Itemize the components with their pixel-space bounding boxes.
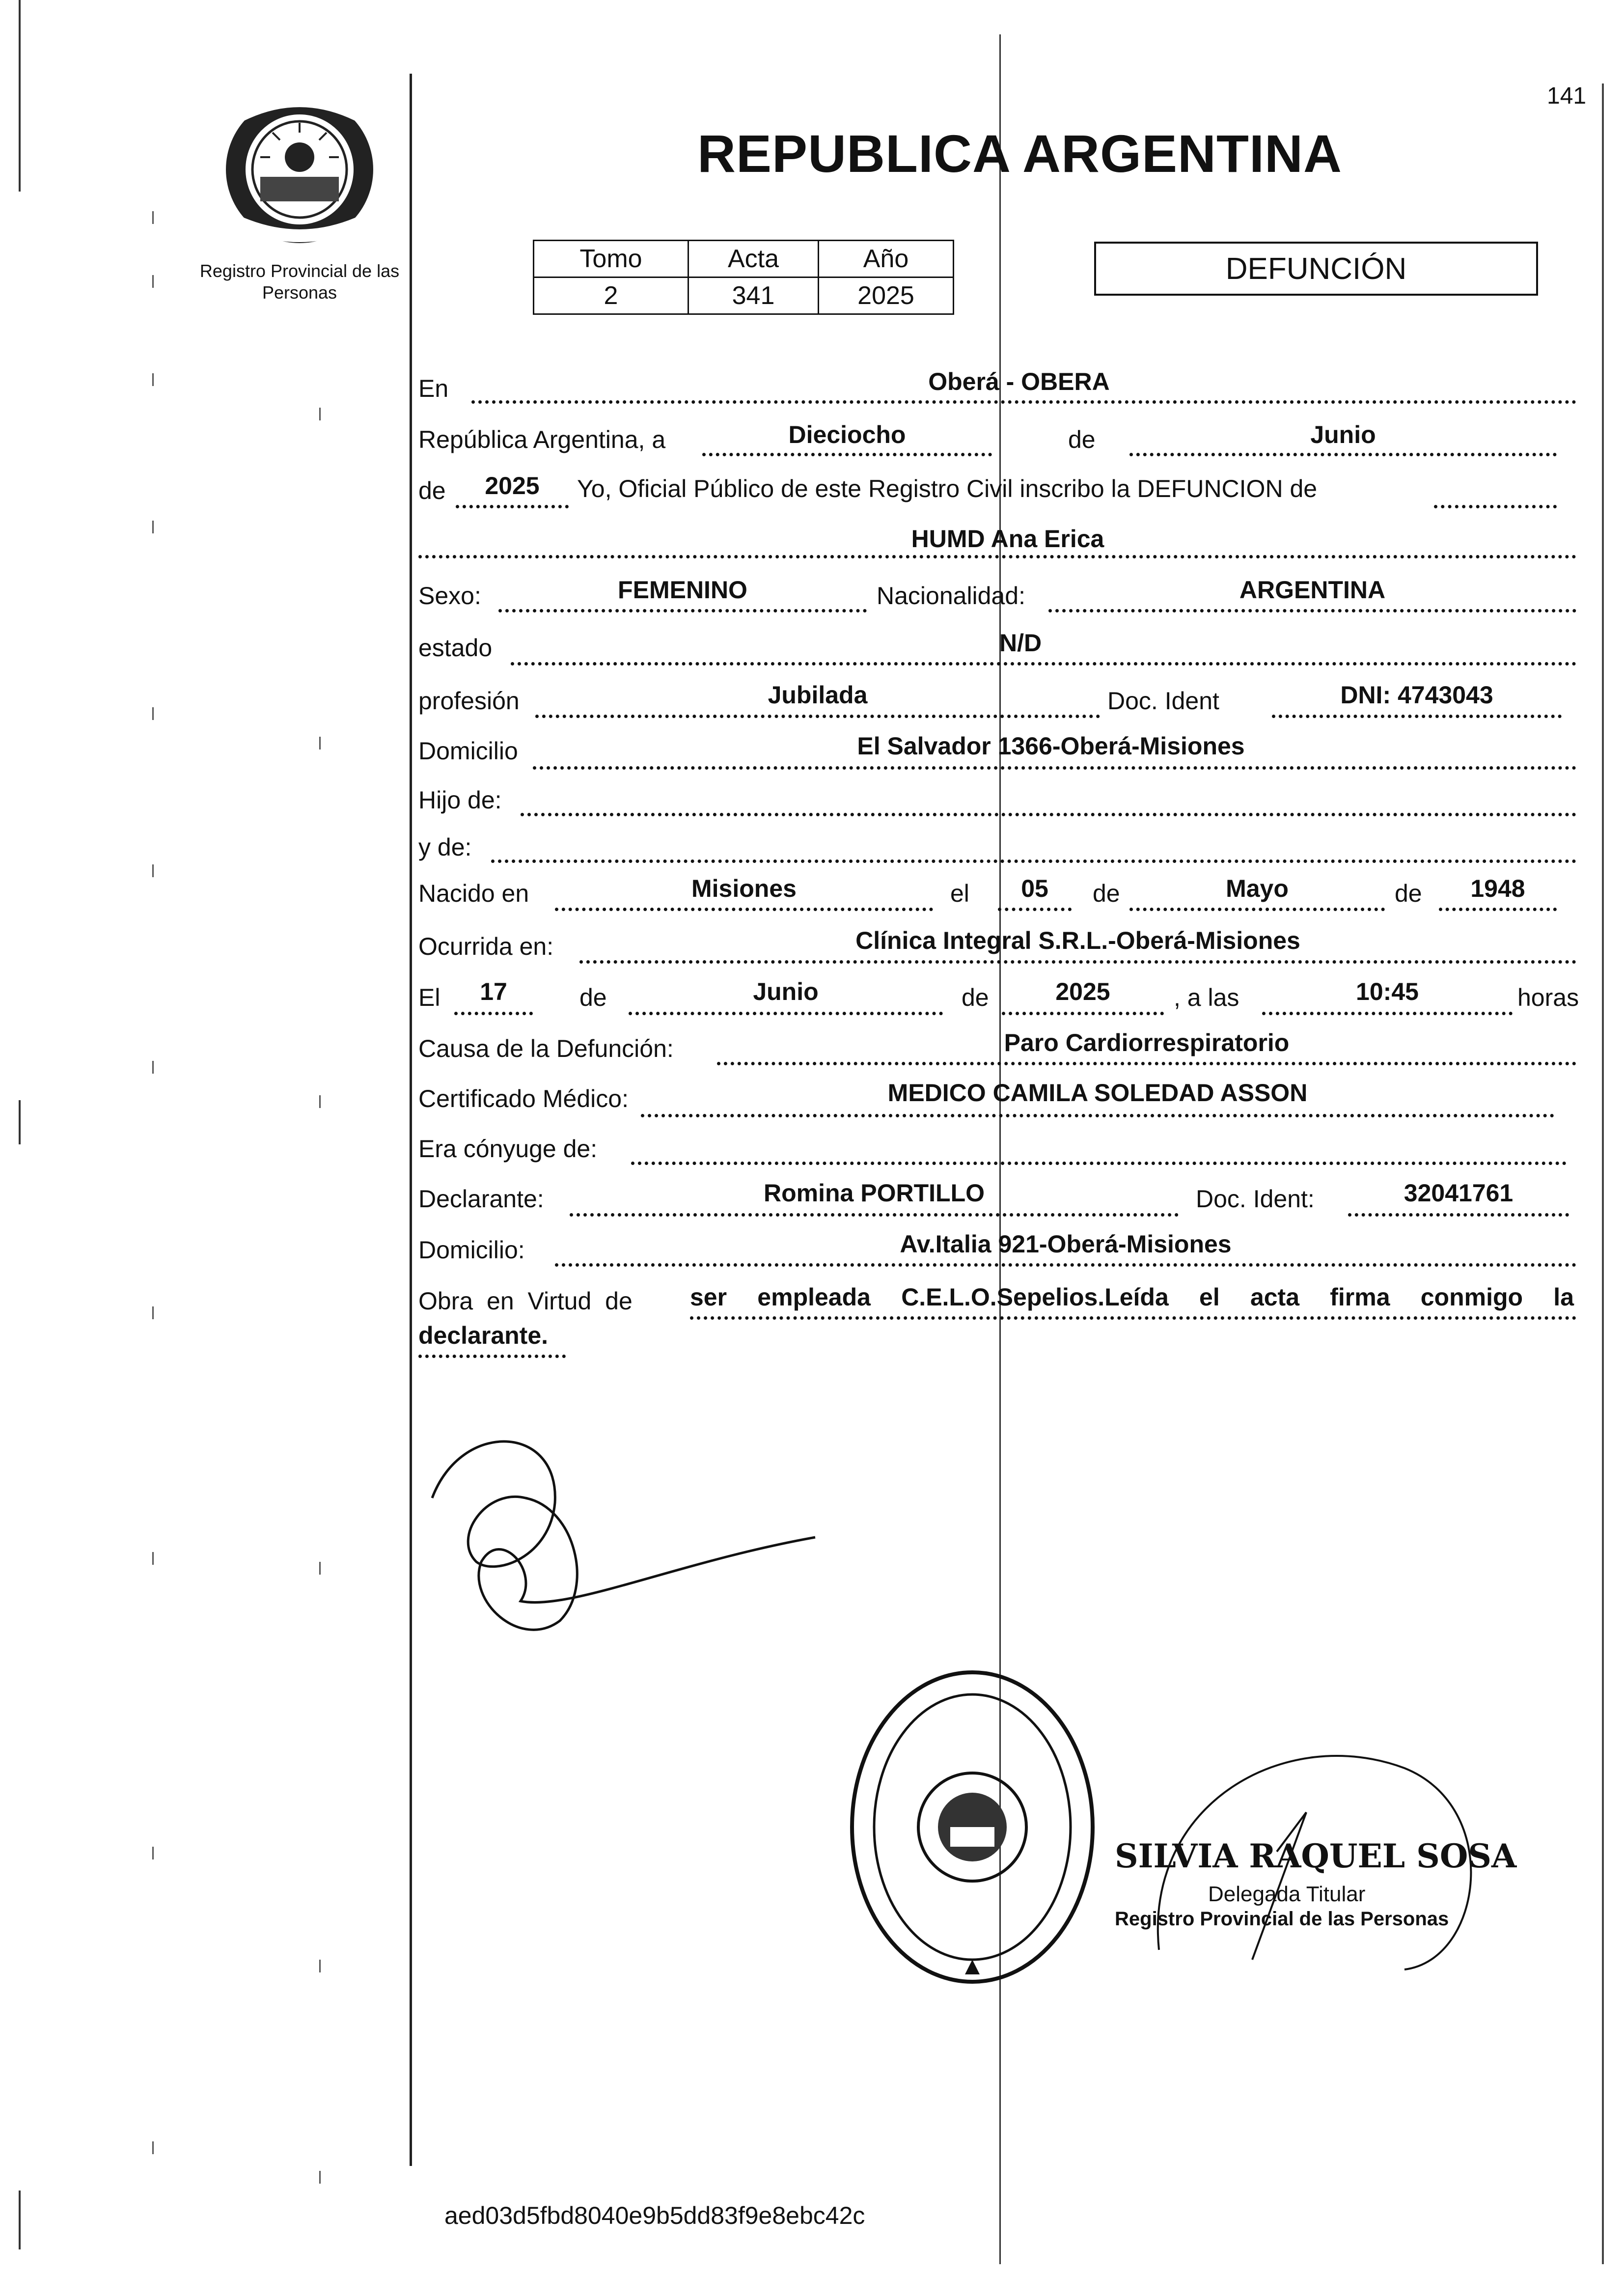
value-year: 2025 — [485, 472, 540, 499]
label-causa: Causa de la Defunción: — [418, 1035, 674, 1062]
margin-tick — [319, 737, 321, 749]
dotted-line — [491, 860, 1576, 863]
label-en: En — [418, 375, 449, 402]
ref-header-ano: Año — [819, 241, 954, 277]
label-de: de — [1068, 426, 1096, 453]
margin-tick — [152, 211, 154, 224]
stamp-icon — [845, 1665, 1100, 1989]
value-day-words: Dieciocho — [788, 421, 906, 448]
margin-tick — [152, 864, 154, 877]
edge-line-bottom — [19, 2191, 21, 2249]
dotted-line — [1048, 609, 1576, 612]
dotted-line — [629, 1012, 943, 1015]
dotted-line — [690, 1316, 1576, 1320]
label-nacionalidad: Nacionalidad: — [877, 582, 1025, 610]
dotted-line — [471, 400, 1576, 404]
dotted-line — [1272, 715, 1562, 718]
margin-tick — [152, 373, 154, 386]
dotted-line — [1129, 908, 1385, 911]
margin-tick — [319, 1562, 321, 1575]
record-type-box — [1094, 242, 1538, 296]
value-domicilio: El Salvador 1366-Oberá-Misiones — [857, 732, 1245, 760]
ref-value-acta: 341 — [688, 277, 819, 314]
label-de-birth-year: de — [1395, 880, 1422, 907]
value-estado: N/D — [999, 629, 1042, 657]
dotted-line — [1348, 1213, 1569, 1217]
value-deceased-name: HUMD Ana Erica — [911, 525, 1104, 553]
label-conyuge: Era cónyuge de: — [418, 1135, 598, 1163]
reference-header-row — [534, 241, 954, 277]
value-domicilio-declarante: Av.Italia 921-Oberá-Misiones — [900, 1230, 1232, 1258]
dotted-line — [998, 908, 1072, 911]
value-death-time: 10:45 — [1356, 978, 1419, 1005]
ref-value-ano: 2025 — [819, 277, 954, 314]
value-causa: Paro Cardiorrespiratorio — [1004, 1029, 1290, 1056]
label-ocurrida: Ocurrida en: — [418, 933, 554, 960]
value-sexo: FEMENINO — [618, 576, 747, 604]
value-birth-year: 1948 — [1470, 875, 1525, 902]
dotted-line — [579, 960, 1576, 964]
official-name: SILVIA RAQUEL SOSA — [1115, 1837, 1517, 1875]
margin-tick — [152, 275, 154, 288]
province-seal-icon — [206, 88, 393, 250]
dotted-line — [570, 1213, 1179, 1217]
label-profesion: profesión — [418, 687, 520, 715]
value-doc-ident: DNI: 4743043 — [1340, 681, 1493, 709]
dotted-line — [498, 609, 867, 612]
margin-tick — [152, 1847, 154, 1859]
record-type: DEFUNCIÓN — [1225, 251, 1407, 286]
document-hash: aed03d5fbd8040e9b5dd83f9e8ebc42c — [444, 2202, 865, 2229]
label-de-death: de — [579, 984, 607, 1011]
dotted-line — [717, 1062, 1576, 1065]
margin-line — [410, 74, 412, 2166]
reference-table — [533, 240, 954, 315]
official-stamp — [845, 1665, 1100, 1989]
ref-header-acta: Acta — [688, 241, 819, 277]
value-declarante: Romina PORTILLO — [764, 1179, 985, 1207]
margin-tick — [319, 1960, 321, 1972]
registry-name: Registro Provincial de las Personas — [199, 261, 400, 303]
margin-tick — [152, 1306, 154, 1319]
signature-icon — [422, 1414, 825, 1640]
dotted-line — [1439, 908, 1557, 911]
label-el-date: El — [418, 984, 440, 1011]
value-obra-line2: declarante. — [418, 1322, 549, 1349]
label-domicilio: Domicilio — [418, 737, 518, 765]
dotted-line — [641, 1114, 1554, 1117]
ref-value-tomo: 2 — [534, 277, 688, 314]
dotted-line — [454, 1012, 533, 1015]
dotted-line — [555, 1263, 1576, 1267]
value-nacionalidad: ARGENTINA — [1239, 576, 1386, 604]
label-domicilio-declarante: Domicilio: — [418, 1236, 525, 1264]
dotted-line — [1262, 1012, 1513, 1015]
margin-tick — [319, 408, 321, 420]
label-declarante-doc: Doc. Ident: — [1196, 1185, 1315, 1213]
label-declarante: Declarante: — [418, 1185, 544, 1213]
dotted-line — [1434, 505, 1557, 508]
dotted-line — [702, 453, 992, 456]
dotted-line — [511, 662, 1576, 666]
label-estado: estado — [418, 634, 493, 662]
dotted-line — [456, 505, 569, 508]
reference-value-row — [534, 277, 954, 314]
value-profesion: Jubilada — [768, 681, 868, 709]
label-sexo: Sexo: — [418, 582, 481, 610]
page-number: 141 — [1547, 83, 1587, 109]
official-title: Delegada Titular — [1208, 1882, 1366, 1906]
dotted-line — [418, 1355, 566, 1358]
province-seal — [206, 88, 393, 250]
declarant-signature — [422, 1414, 825, 1640]
value-birth-place: Misiones — [691, 875, 797, 902]
value-death-year: 2025 — [1055, 978, 1110, 1005]
label-hijo-de: Hijo de: — [418, 786, 502, 814]
value-death-month: Junio — [753, 978, 819, 1005]
dotted-line — [1002, 1012, 1164, 1015]
dotted-line — [631, 1162, 1567, 1165]
dotted-line — [521, 813, 1576, 816]
page-title: REPUBLICA ARGENTINA — [697, 124, 1342, 183]
dotted-line — [1129, 453, 1557, 456]
margin-tick — [152, 707, 154, 720]
ref-header-tomo: Tomo — [534, 241, 688, 277]
label-de-year: de — [418, 477, 446, 504]
label-de-birth: de — [1093, 880, 1120, 907]
value-ocurrida: Clínica Integral S.R.L.-Oberá-Misiones — [855, 927, 1300, 954]
label-republica: República Argentina, a — [418, 426, 666, 453]
margin-tick — [319, 2171, 321, 2184]
edge-line-mid — [19, 1100, 21, 1144]
value-place: Oberá - OBERA — [928, 368, 1110, 395]
margin-tick — [152, 2141, 154, 2154]
value-month: Junio — [1310, 421, 1376, 448]
dotted-line — [535, 715, 1100, 718]
label-a-las: , a las — [1174, 984, 1239, 1011]
label-y-de: y de: — [418, 833, 472, 861]
value-death-day: 17 — [480, 978, 507, 1005]
dotted-line — [533, 766, 1576, 770]
margin-tick — [319, 1095, 321, 1108]
dotted-line — [555, 908, 933, 911]
right-edge-line — [1602, 83, 1604, 2264]
margin-tick — [152, 521, 154, 533]
official-office: Registro Provincial de las Personas — [1115, 1908, 1449, 1930]
label-nacido: Nacido en — [418, 880, 529, 907]
value-birth-month: Mayo — [1226, 875, 1289, 902]
value-obra-line1: ser empleada C.E.L.O.Sepelios.Leída el acta firma conmigo la — [690, 1283, 1574, 1311]
label-certificado: Certificado Médico: — [418, 1085, 629, 1112]
label-el: el — [950, 880, 969, 907]
value-birth-day: 05 — [1021, 875, 1048, 902]
statement-text: Yo, Oficial Público de este Registro Civil inscribo la DEFUNCION de — [577, 475, 1318, 502]
label-horas: horas — [1517, 984, 1579, 1011]
label-obra: Obra en Virtud de — [418, 1287, 633, 1315]
margin-tick — [152, 1061, 154, 1074]
edge-line-top — [19, 0, 21, 192]
margin-tick — [152, 1552, 154, 1565]
value-declarante-doc: 32041761 — [1404, 1179, 1514, 1207]
value-certificado: MEDICO CAMILA SOLEDAD ASSON — [887, 1079, 1308, 1107]
label-de-death-year: de — [962, 984, 989, 1011]
label-doc-ident: Doc. Ident — [1107, 687, 1219, 715]
dotted-line — [418, 555, 1576, 558]
